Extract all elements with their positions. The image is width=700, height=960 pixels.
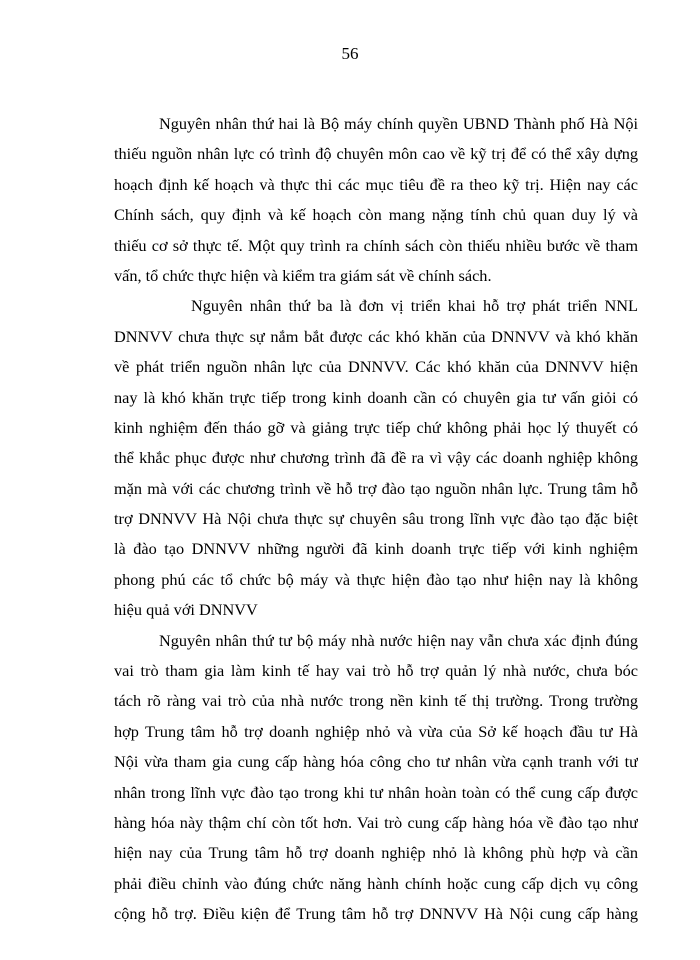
page-number: 56 <box>341 44 359 63</box>
text-line: thể khắc phục được như chương trình đã đề ra vì vậy các doanh nghiệp không <box>114 448 638 468</box>
text-line: Nguyên nhân thứ hai là Bộ máy chính quyền UBND Thành phố Hà Nội <box>159 114 638 133</box>
text-line: kinh nghiệm đến tháo gỡ và giảng trực tiếp chứ không phải học lý thuyết có <box>114 417 638 437</box>
text-line: trợ DNNVV Hà Nội chưa thực sự chuyên sâu trong lĩnh vực đào tạo đặc biệt <box>114 509 638 529</box>
text-line: hiện nay của Trung tâm hỗ trợ doanh nghiệp nhỏ là không phù hợp và cần <box>114 843 638 863</box>
text-line: hàng hóa này thậm chí còn tốt hơn. Vai trò cung cấp hàng hóa về đào tạo như <box>114 812 638 832</box>
text-line: nhân trong lĩnh vực đào tạo trong khi tư nhân hoàn toàn có thể cung cấp được <box>114 782 638 802</box>
paragraph-reason-four <box>114 626 638 930</box>
text-line: vai trò tham gia làm kinh tế hay vai trò hỗ trợ quản lý nhà nước, chưa bóc <box>114 661 638 681</box>
text-line: Nguyên nhân thứ ba là đơn vị triển khai hỗ trợ phát triển NNL <box>191 296 638 316</box>
body-text <box>114 109 638 930</box>
paragraph-reason-three <box>114 291 638 625</box>
text-line: DNNVV chưa thực sự nắm bắt được các khó khăn của DNNVV và khó khăn <box>114 326 638 346</box>
text-line: mặn mà với các chương trình về hỗ trợ đào tạo nguồn nhân lực. Trung tâm hỗ <box>114 478 638 498</box>
text-line: Chính sách, quy định và kế hoạch còn mang nặng tính chủ quan duy lý và <box>114 205 638 225</box>
text-line: cộng hỗ trợ. Điều kiện để Trung tâm hỗ trợ DNNVV Hà Nội cung cấp hàng <box>114 904 638 924</box>
text-line: tách rõ ràng vai trò của nhà nước trong nền kinh tế thị trường. Trong trường <box>114 691 638 711</box>
text-line: Nguyên nhân thứ tư bộ máy nhà nước hiện nay vẫn chưa xác định đúng <box>159 630 638 650</box>
text-line: Nội vừa tham gia cung cấp hàng hóa công cho tư nhân vừa cạnh tranh với tư <box>114 752 638 772</box>
text-line: thiếu cơ sở thực tế. Một quy trình ra chính sách còn thiếu nhiều bước về tham <box>114 235 638 255</box>
text-line: nay là khó khăn trực tiếp trong kinh doanh cần có chuyên gia tư vấn giỏi có <box>114 387 638 407</box>
text-line: hiệu quả với DNNVV <box>114 600 258 620</box>
text-line: phải điều chỉnh vào đúng chức năng hành chính hoặc cung cấp dịch vụ công <box>114 873 638 893</box>
text-line: phong phú các tổ chức bộ máy và thực hiện đào tạo như hiện nay là không <box>114 569 638 589</box>
text-line: hoạch định kế hoạch và thực thi các mục tiêu đề ra theo kỹ trị. Hiện nay các <box>114 174 638 194</box>
text-line: về phát triển nguồn nhân lực của DNNVV. Các khó khăn của DNNVV hiện <box>114 357 638 377</box>
text-line: là đào tạo DNNVV những người đã kinh doanh trực tiếp với kinh nghiệm <box>114 539 638 559</box>
text-line: vấn, tổ chức thực hiện và kiểm tra giám sát về chính sách. <box>114 265 492 285</box>
paragraph-reason-two <box>114 109 638 291</box>
text-line: thiếu nguồn nhân lực có trình độ chuyên môn cao về kỹ trị để có thể xây dựng <box>114 144 638 164</box>
text-line: hợp Trung tâm hỗ trợ doanh nghiệp nhỏ và vừa của Sở kế hoạch đầu tư Hà <box>114 721 638 741</box>
